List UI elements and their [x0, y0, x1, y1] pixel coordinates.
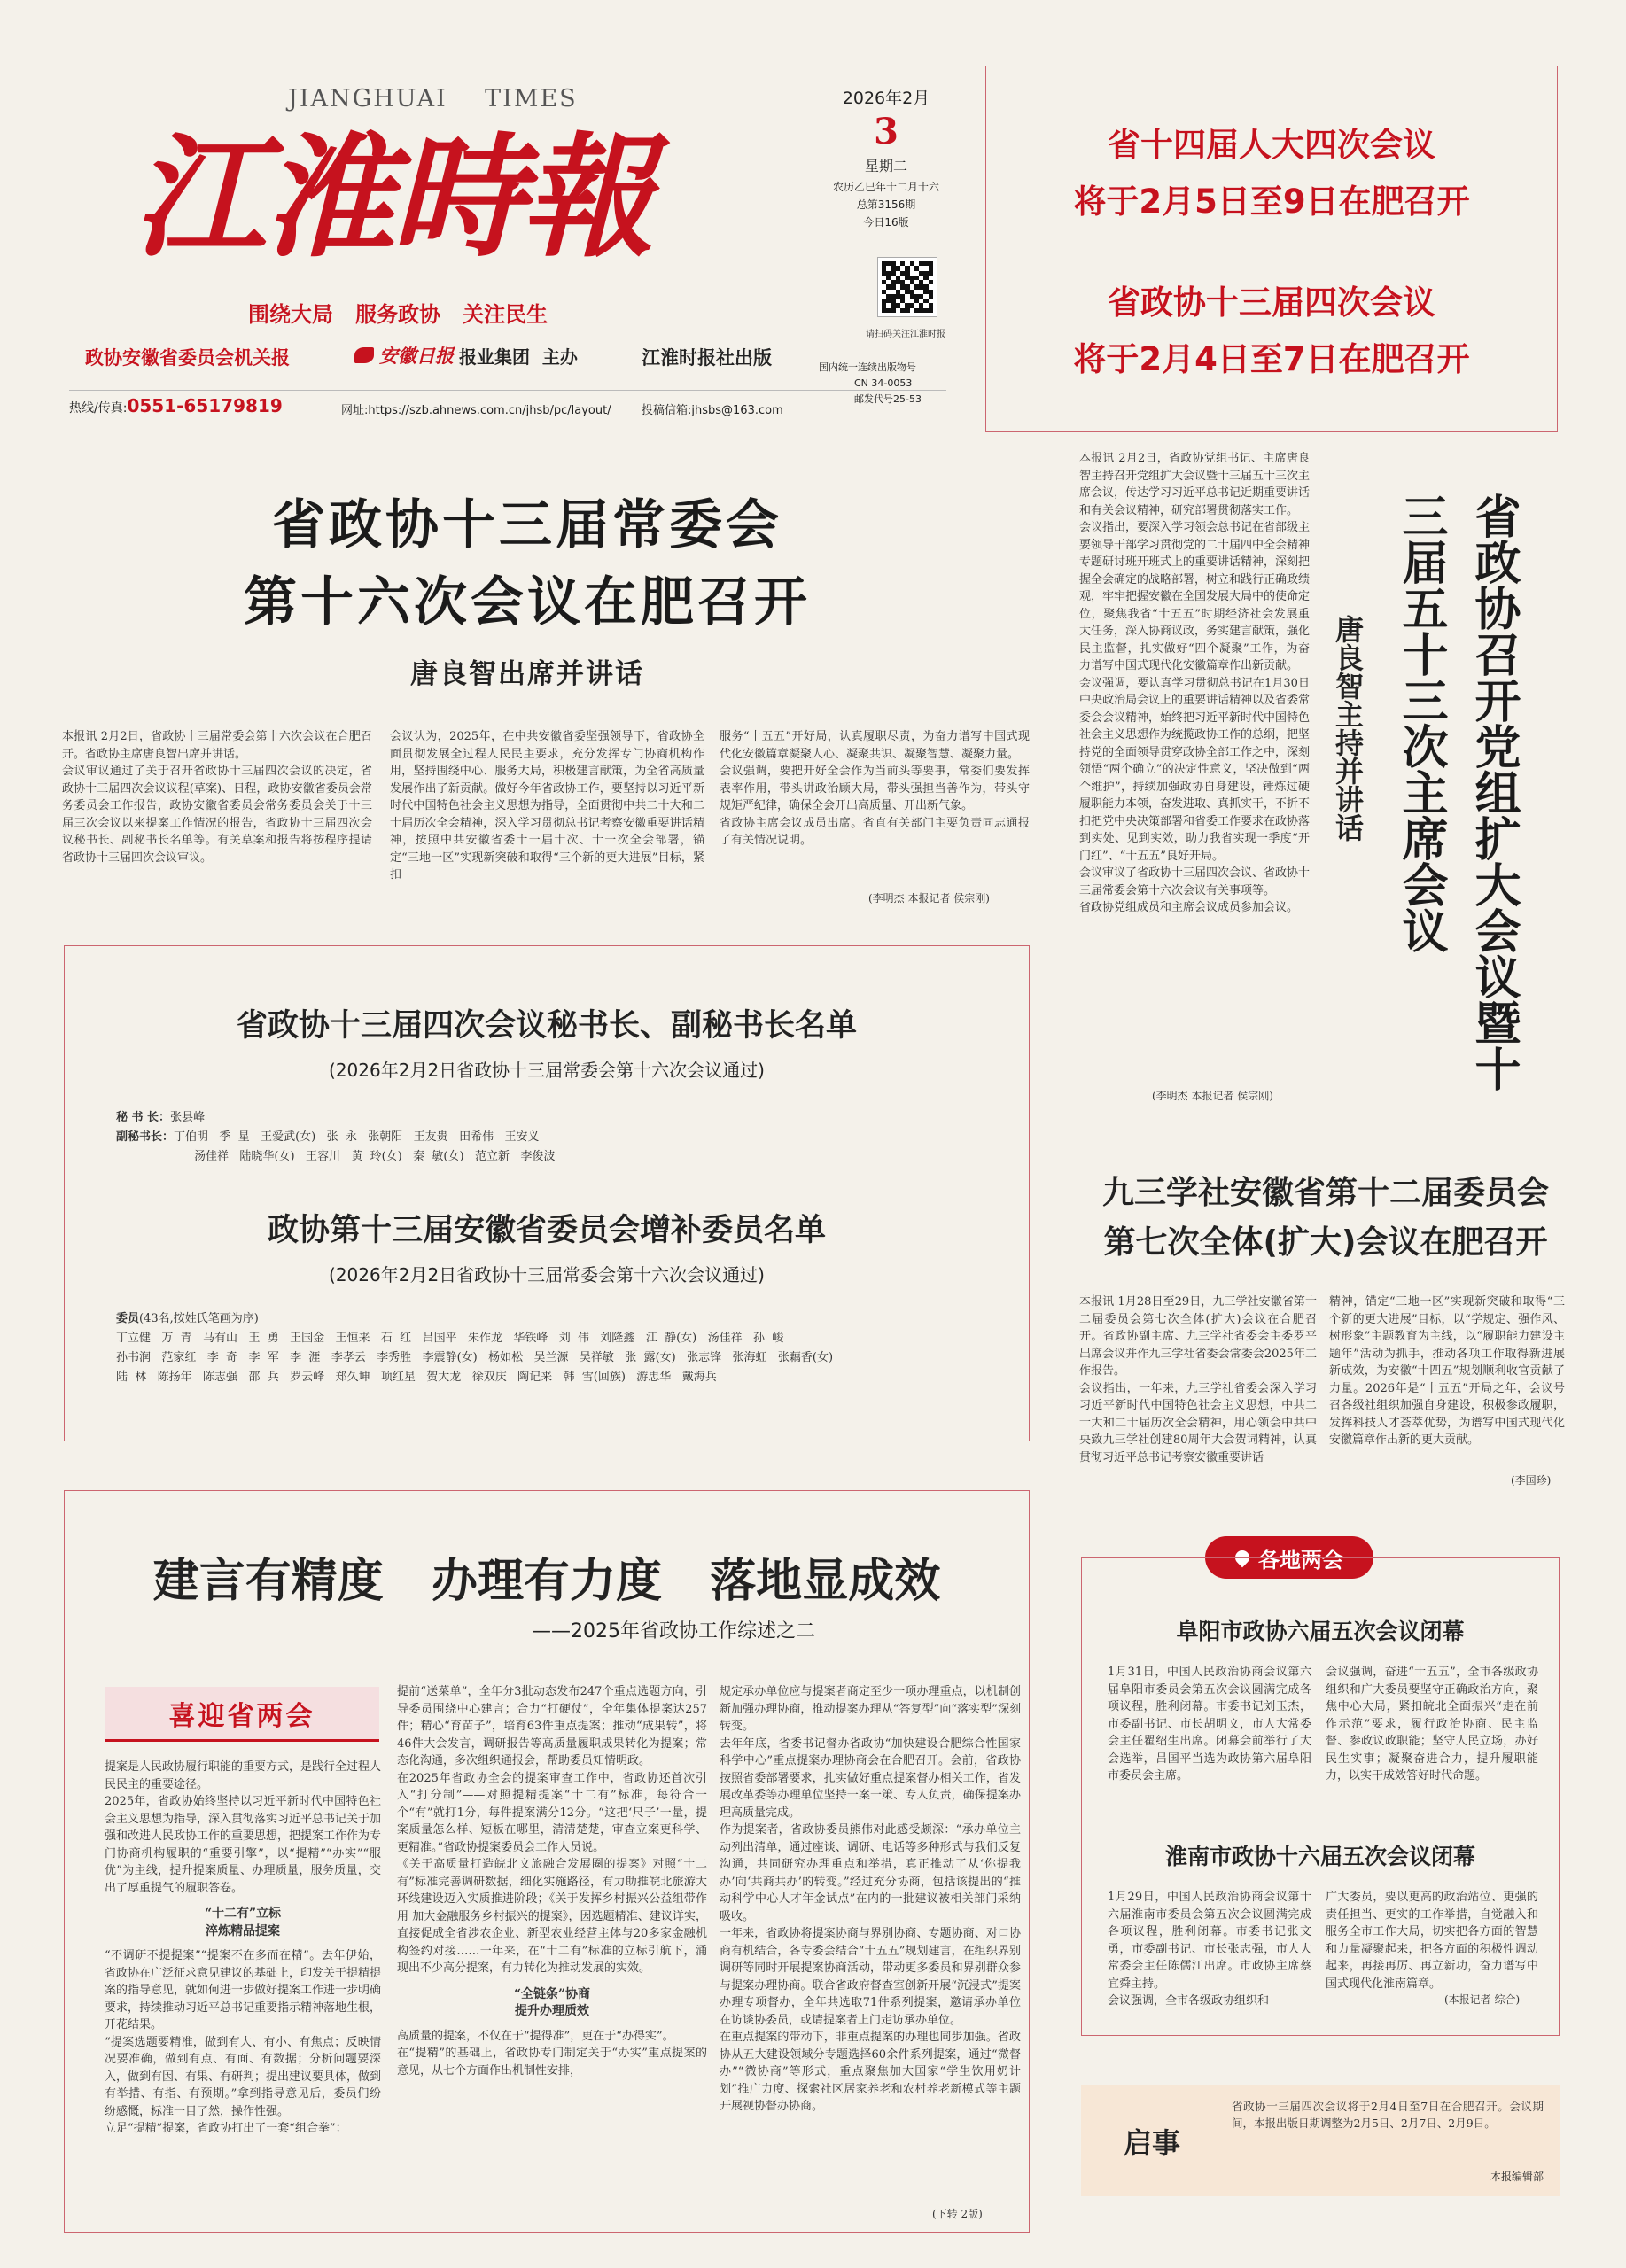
article3-title2[interactable]: 第七次全体(扩大)会议在肥召开 [1103, 1224, 1548, 1261]
group-organizer: 报业集团 主办 [459, 346, 578, 368]
article2-subtitle: 唐良智主持并讲话 [1331, 615, 1365, 842]
page-count: 今日16版 [863, 216, 909, 229]
feature-col2-body: 提前“送菜单”，全年分3批动态发布247个重点选题方向，引导委员围绕中心建言；合力“打硬仗”，全年集体提案达257件；精心“育苗子”，培育63件重点提案；推动“成果转”，将46件大会发言，调研报告等高质量履职成果转化为提案；常态化沟通，多次组织通报会，帮助委员知情明政。 在2025年省政协全会的提案审查工作中，省政协还首次引入“打分制”——对照提精提案“十二有”标准，每符合一个“有”就打1分，每件提案满分12分。“这把‘尺子’一量，提案质量怎么样、短板在哪里，清清楚楚，审查立案更科学、更精准。”省政协提案委员会工作人员说。 《关于高质量打造皖北文旅融合发展圈的提案》对照“十二有”标准完善调研数据，细化实施路径，有力助推皖北旅游大环线建设迈入实质推进阶段；《关于发挥乡村振兴公益组带作用 加大金融服务乡村振兴的提案》，因选题精准、建议详实，直接促成全省涉农企业、新型农业经营主体与20多家金融机构签约对接……一年来，在“十二有”标准的立标引航下，涌现出不少高分提案，有力转化为推动发展的实效。 [397, 1685, 707, 1975]
feature-sec1-title: “十二有”立标 [204, 1907, 282, 1921]
article1-col1: 本报讯 2月2日，省政协十三届常委会第十六次会议在合肥召开。省政协主席唐良智出席并讲话。 会议审议通过了关于召开省政协十三届四次会议的决定，省政协十三届四次会议议程(草案)、日程，政协安徽省委员会常务委员会工作报告，政协安徽省委员会常务委员会关于十三届三次会议以来提案工作情况的报告，省政协十三届四次会议秘书长、副秘书长名单等。有关草案和报告将按程序提请省政协十三届四次会议审议。 [62, 730, 372, 865]
date-year-month: 2026年2月 [842, 89, 930, 108]
local-a2-title[interactable]: 淮南市政协十六届五次会议闭幕 [1164, 1844, 1475, 1869]
website[interactable]: 网址:https://szb.ahnews.com.cn/jhsb/pc/layout/ [341, 404, 611, 417]
feature-continued[interactable]: (下转 2版) [932, 2208, 983, 2220]
email[interactable]: 投稿信箱:jhsbs@163.com [642, 404, 783, 417]
sec-label: 秘 书 长： [116, 1111, 171, 1124]
local-a1-col1: 1月31日，中国人民政治协商会议第六届阜阳市委员会第五次会议圆满完成各项议程，胜利闭幕。市委书记刘玉杰，市委副书记、市长胡明文，市人大常委会主任瞿绍生出席。闭幕会前举行了大会选举，吕国平当选为政协第六届阜阳市委员会主席。 [1108, 1666, 1311, 1783]
local-a2-col1: 1月29日，中国人民政治协商会议第十六届淮南市委员会第五次会议圆满完成各项议程，胜利闭幕。市委书记张文勇，市委副书记、市长张志强，市人大常委会主任陈儒江出席。市政协主席蔡宜舜主持。 会议强调，全市各级政协组织和 [1108, 1891, 1311, 2008]
list-title1[interactable]: 省政协十三届四次会议秘书长、副秘书长名单 [236, 1007, 857, 1044]
article3-byline: (李国珍) [1511, 1474, 1552, 1487]
feature-col2-tail: 高质量的提案，不仅在于“提得准”，更在于“办得实”。 在“提精”的基础上，省政协专门制定关于“办实”重点提案的意见，从七个方面作出机制性安排， [397, 2029, 707, 2078]
article3-col2: 精神，锚定“三地一区”实现新突破和取得“三个新的更大进展”目标，以“学规定、强作风、树形象”主题教育为主线，以“履职能力建设主题年”活动为抓手，推动各项工作取得新进展新成效，为安徽“十四五”规划顺利收官贡献了力量。2026年是“十五五”开局之年，会议号召各级社组织加强自身建设，积极参政履职，发挥科技人才荟萃优势，为谱写中国式现代化安徽篇章作出新的更大贡献。 [1329, 1295, 1565, 1447]
mem-label: 委员 [116, 1312, 140, 1325]
notice-label: 启事 [1124, 2126, 1181, 2160]
notice-box [1081, 2085, 1560, 2196]
feature-sec1-sub: 淬炼精品提案 [206, 1923, 280, 1938]
local-a2-col2: 广大委员，要以更高的政治站位、更强的责任担当、更实的工作举措，自觉融入和服务全市工作大局，切实把各方面的智慧和力量凝聚起来，把各方面的积极性调动起来，再接再厉、再立新功，奋力谱写中国式现代化淮南篇章。 [1326, 1891, 1538, 1991]
local-byline: (本报记者 综合) [1444, 1993, 1521, 2006]
list-subtitle1: (2026年2月2日省政协十三届常委会第十六次会议通过) [329, 1060, 765, 1081]
feature-col2 [397, 1683, 707, 2079]
feature-title[interactable]: 建言有精度 办理有力度 落地显成效 [152, 1554, 941, 1608]
article1-byline: (李明杰 本报记者 侯宗刚) [868, 892, 990, 905]
article1-title2[interactable]: 第十六次会议在肥召开 [244, 571, 811, 633]
headline-line3[interactable]: 省政协十三届四次会议 [1108, 284, 1435, 322]
article2-title[interactable]: 省政协召开党组扩大会议暨十三届五十三次主席会议 [1394, 493, 1520, 1091]
headline-line4[interactable]: 将于2月4日至7日在肥召开 [1073, 340, 1470, 378]
hotline-label: 热线/传真: [69, 401, 128, 416]
masthead-en-title: JIANGHUAI TIMES [288, 85, 578, 113]
headline-box [985, 66, 1558, 432]
article2-text: 本报讯 2月2日，省政协党组书记、主席唐良智主持召开党组扩大会议暨十三届五十三次主席会议，传达学习习近平总书记近期重要讲话和有关会议精神，研究部署贯彻落实工作。 会议指出，要深入学习领会总书记在省部级主要领导干部学习贯彻党的二十届四中全会精神专题研讨班开班式上的重要讲话精神，深刻把握全会确定的战略部署，树立和践行正确政绩观，牢牢把握安徽在全国发展大局中的使命定位，聚焦我省“十五五”时期经济社会发展重大任务，深入协商议政，务实建言献策，强化民主监督，扎实做好“四个凝聚”工作，为奋力谱写中国式现代化安徽篇章作出新贡献。 会议强调，要认真学习贯彻总书记在1月30日中央政治局会议上的重要讲话精神以及省委常委会会议精神，始终把习近平新时代中国特色社会主义思想作为统揽政协工作的总纲，把坚持党的全面领导贯穿政协全部工作之中，深刻领悟“两个确立”的决定性意义，坚决做到“两个维护”，持续加强政协自身建设，锤炼过硬履职能力本领，奋发进取、真抓实干，不折不扣把党中央决策部署和省委工作要求在政协落到实处、见到实效，助力我省实现一季度“开门红”、“十五五”良好开局。 会议审议了省政协十三届四次会议、省政协十三届常委会第十六次会议有关事项等。 省政协党组成员和主席会议成员参加会议。 [1079, 452, 1311, 914]
mem-line2: 孙书润 范家红 李 奇 李 军 李 涯 李孝云 李秀胜 李震静(女) 杨如松 吴兰源 吴祥敏 张 露(女) 张志锋 张海虹 张藕香(女) [116, 1351, 834, 1364]
article1-title1[interactable]: 省政协十三届常委会 [272, 494, 782, 556]
lunar-date: 农历乙巳年十二月十六 [832, 181, 939, 193]
group-logo [354, 342, 578, 369]
article1-col2: 会议认为，2025年，在中共安徽省委坚强领导下，省政协全面贯彻发展全过程人民民主要求，充分发挥专门协商机构作用，坚持围绕中心、服务大局，积极建言献策，为全省高质量发展作出了新贡献。做好今年省政协工作，要坚持以习近平新时代中国特色社会主义思想为指导，全面贯彻中共二十大和二十届历次全会精神，深入学习贯彻总书记考察安徽重要讲话精神，按照中共安徽省委十一届十次、十一次全会部署，锚定“三地一区”实现新突破和取得“三个新的更大进展”目标，紧扣 [390, 730, 704, 882]
list-title2[interactable]: 政协第十三届安徽省委员会增补委员名单 [267, 1212, 826, 1248]
article3-title1[interactable]: 九三学社安徽省第十二届委员会 [1101, 1175, 1549, 1211]
feature-col1-body: “不调研不提提案”“提案不在多而在精”。去年伊始，省政协在广泛征求意见建议的基础上，印发关于提精提案的指导意见，就如何进一步做好提案工作进一步明确要求，持续推动习近平总书记重要指示精神落地生根，开花结果。 “提案选题要精准，做到有大、有小、有焦点；反映情况要准确，做到有点、有面、有数据；分析问题要深入，做到有因、有果、有研判；提出建议要具体，做到有举措、有指、有预期。”拿到指导意见后，委员们纷纷感慨，标准一目了然，操作性强。 立足“提精”提案，省政协打出了一套“组合拳”： [105, 1949, 382, 2135]
headline-line2[interactable]: 将于2月5日至9日在肥召开 [1073, 183, 1470, 221]
date-block [824, 85, 948, 229]
serial-info [819, 360, 922, 408]
article3-col1: 本报讯 1月28日至29日，九三学社安徽省第十二届委员会第七次全体(扩大)会议在合肥召开。省政协副主席、九三学社省委会主委罗平出席会议并作九三学社省委会常委会2025年工作报告。 会议指出，一年来，九三学社省委会深入学习习近平新时代中国特色社会主义思想，中共二十大和二十届历次全会精神，用心领会中共中央致九三学社创建80周年大会贺词精神，认真贯彻习近平总书记考察安徽重要讲话 [1079, 1295, 1317, 1464]
article1-col3: 服务“十五五”开好局，认真履职尽责，为奋力谱写中国式现代化安徽篇章凝聚人心、凝聚共识、凝聚智慧、凝聚力量。 会议强调，要把开好全会作为当前头等要事，常委们要发挥表率作用，带头讲政治顾大局，带头强担当善作为，带头守规矩严纪律，确保全会开出高质量、开出新气象。 省政协主席会议成员出席。省直有关部门主要负责同志通报了有关情况说明。 [720, 730, 1030, 847]
feature-banner [105, 1687, 379, 1742]
list-subtitle2: (2026年2月2日省政协十三届常委会第十六次会议通过) [329, 1264, 765, 1285]
article2-byline: (李明杰 本报记者 侯宗刚) [1152, 1090, 1273, 1102]
qr-code[interactable] [877, 257, 937, 317]
sec-name: 张县峰 [170, 1111, 206, 1124]
group-logo-text: 安徽日报 [379, 345, 454, 367]
mem-line3: 陆 林 陈扬年 陈志强 邵 兵 罗云峰 郑久坤 项红星 贺大龙 徐双庆 陶记来 韩 雪(回族) 游忠华 戴海兵 [116, 1371, 717, 1384]
feature-banner-text: 喜迎省两会 [168, 1700, 315, 1732]
feature-col1-intro: 提案是人民政协履行职能的重要方式，是践行全过程人民民主的重要途径。 2025年，省政协始终坚持以习近平新时代中国特色社会主义思想为指导，深入贯彻落实习近平总书记关于加强和改进人民政协工作的重要思想，把提案工作作为专门协商机构履职的“重要引擎”，以“提精”“办实”“服优”为主线，提升提案质量、办理质量，服务质量，交出了厚重提气的履职答卷。 [105, 1760, 382, 1895]
postal-code: 邮发代号25-53 [854, 393, 922, 405]
dep-line2: 汤佳祥 陆晓华(女) 王容川 黄 玲(女) 秦 敏(女) 范立新 李俊波 [194, 1150, 556, 1163]
hotline [69, 395, 283, 416]
article1-subtitle: 唐良智出席并讲话 [410, 658, 644, 690]
hotline-number: 0551-65179819 [127, 395, 283, 416]
feature-col3: 规定承办单位应与提案者商定至少一项办理重点，以机制创新加强办理协商，推动提案办理从“答复型”向“落实型”深刻转变。 去年年底，省委书记督办省政协“加快建设合肥综合性国家科学中心”重点提案办理协商会在合肥召开。会前，省政协按照省委部署要求，扎实做好重点提案督办相关工作，省发展改革委等办理单位坚持一案一策、专人负责，确保提案办理高质量完成。 作为提案者，省政协委员熊伟对此感受颇深：“承办单位主动列出清单，通过座谈、调研、电话等多种形式与我们反复沟通，共同研究办理重点和举措，真正推动了从‘你提我办’向‘共商共办’的转变。”经过充分协商，包括该提出的“推动科学中心人才年金试点”在内的一批建议被相关部门采纳吸收。 一年来，省政协将提案协商与界别协商、专题协商、对口协商有机结合，各专委会结合“十五五”规划建言，在组织界别调研等同时开展提案协商活动，带动更多委员和界别群众参与提案办理协商。联合省政府督查室创新开展“沉浸式”提案办理专项督办，全年共选取71件系列提案，邀请承办单位在访谈协委员，或请提案者上门走访承办单位。 在重点提案的带动下，非重点提案的办理也同步加强。省政协从五大建设领域分专题选择60余件系列提案，通过“微督办”“微协商”等形式，重点聚焦加大国家“学生饮用奶计划”推广力度、探索社区居家养老和农村养老新模式等主题开展视协督办协商。 [720, 1685, 1021, 2113]
masthead-organ: 政协安徽省委员会机关报 [85, 347, 290, 369]
notice-sign: 本报编辑部 [1490, 2171, 1544, 2183]
feature-col1 [105, 1759, 381, 2138]
feature-sec2-title: “全链条”协商 [513, 1986, 591, 2001]
date-day: 3 [874, 111, 899, 152]
serial-label: 国内统一连续出版物号 [819, 361, 916, 373]
headline-line1[interactable]: 省十四届人大四次会议 [1108, 126, 1435, 164]
cn-number: CN 34-0053 [854, 377, 913, 389]
list-box [64, 945, 1030, 1441]
local-a1-title[interactable]: 阜阳市政协六届五次会议闭幕 [1176, 1619, 1465, 1644]
feature-sec2-sub: 提升办理质效 [515, 2004, 589, 2018]
weekday: 星期二 [864, 158, 907, 175]
masthead-publisher: 江淮时报社出版 [642, 347, 772, 369]
qr-caption: 请扫码关注江淮时报 [866, 330, 945, 339]
mem-note: (43名,按姓氏笔画为序) [139, 1312, 259, 1325]
notice-text: 省政协十三届四次会议将于2月4日至7日在合肥召开。会议期间，本报出版日期调整为2月5日、2月7日、2月9日。 [1232, 2100, 1544, 2130]
group-logo-icon [354, 347, 374, 363]
masthead-slogan: 围绕大局 服务政协 关注民生 [248, 302, 548, 327]
mem-line1: 丁立健 万 青 马有山 王 勇 王国金 王恒来 石 红 吕国平 朱作龙 华铁峰 刘 伟 刘隆鑫 江 静(女) 汤佳祥 孙 峻 [116, 1332, 784, 1345]
dep-line1: 丁伯明 季 星 王爱武(女) 张 永 张朝阳 王友贵 田希伟 王安义 [174, 1130, 540, 1144]
dep-label: 副秘书长： [116, 1130, 175, 1144]
feature-subtitle: ——2025年省政协工作综述之二 [532, 1620, 815, 1643]
local-a1-col2: 会议强调，奋进“十五五”，全市各级政协组织和广大委员要坚守正确政治方向，聚焦中心大局，紧扣皖北全面振兴“走在前作示范”要求，履行政治协商、民主监督、参政议政职能；坚守人民立场，办好民生实事；凝聚奋进合力，提升履职能力，以实干成效答好时代命题。 [1326, 1666, 1538, 1783]
issue-number: 总第3156期 [856, 198, 916, 211]
local-banner-text: 各地两会 [1258, 1547, 1343, 1573]
masthead-title: 江淮時報 [133, 120, 651, 276]
